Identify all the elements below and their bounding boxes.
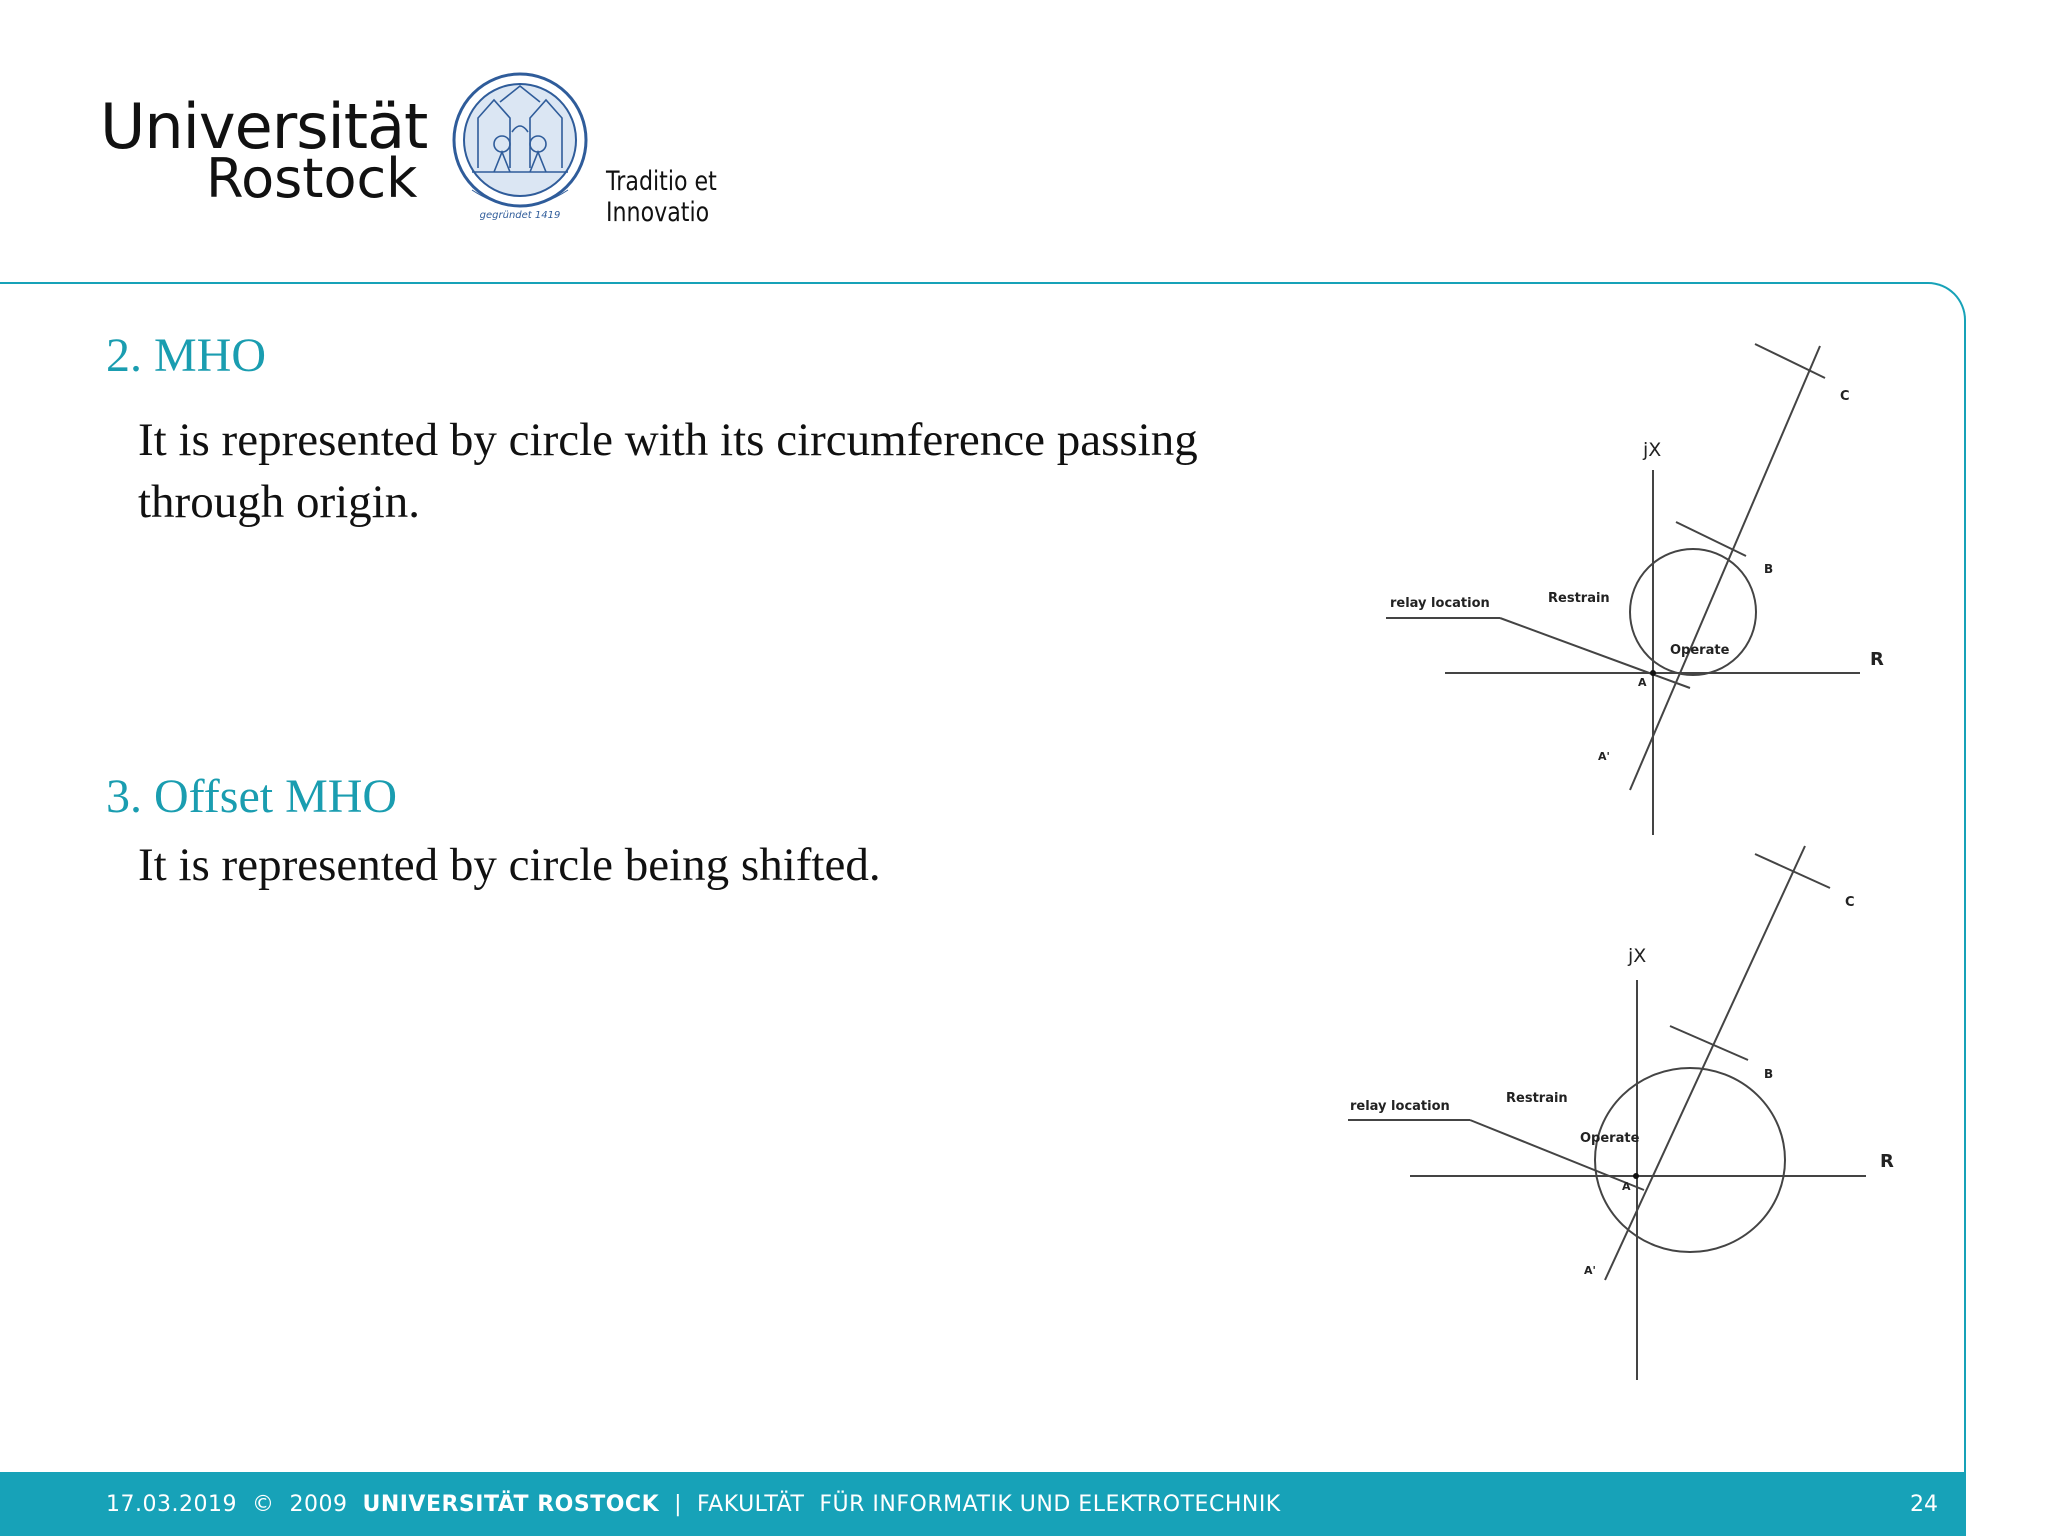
jx-label: jX	[1643, 439, 1662, 461]
section-text-mho-line1: It is represented by circle with its circumference passing	[138, 414, 1198, 466]
footer-date: 17.03.2019	[106, 1492, 237, 1517]
mho-diagram	[1380, 330, 1900, 850]
section-heading-mho: 2. MHO	[106, 329, 267, 382]
c-label: C	[1840, 389, 1850, 404]
impedance-line	[1605, 846, 1805, 1280]
a-label: A	[1638, 676, 1647, 689]
impedance-line	[1630, 346, 1820, 790]
a-prime-label: A'	[1598, 750, 1610, 763]
a-label: A	[1622, 1180, 1631, 1193]
footer-text	[106, 1492, 1281, 1517]
footer-copyright: © 2009	[251, 1492, 348, 1517]
footer-university: UNIVERSITÄT ROSTOCK	[362, 1492, 660, 1517]
r-label: R	[1870, 649, 1884, 670]
r-label: R	[1880, 1151, 1894, 1172]
tick-c	[1755, 854, 1830, 888]
logo-word-rostock: Rostock	[206, 147, 418, 210]
restrain-label: Restrain	[1506, 1091, 1568, 1106]
b-label: B	[1764, 1067, 1774, 1081]
section-text-mho-line2: through origin.	[138, 476, 420, 528]
page-number: 24	[1910, 1492, 1938, 1517]
section-heading-offset-mho: 3. Offset MHO	[106, 770, 398, 823]
relay-location-leader	[1500, 618, 1690, 688]
b-label: B	[1764, 562, 1774, 576]
restrain-label: Restrain	[1548, 591, 1610, 606]
section-text-offset-mho: It is represented by circle being shifted.	[138, 839, 881, 891]
seal-caption: gegründet 1419	[479, 210, 561, 221]
university-logo	[100, 70, 860, 230]
footer-separator: |	[674, 1492, 683, 1517]
a-prime-label: A'	[1584, 1264, 1596, 1277]
c-label: C	[1845, 895, 1855, 910]
operate-label: Operate	[1580, 1131, 1640, 1146]
university-seal-icon	[450, 72, 590, 222]
operate-label: Operate	[1670, 643, 1730, 658]
footer-faculty: FAKULTÄT FÜR INFORMATIK UND ELEKTROTECHNIK	[697, 1492, 1281, 1517]
relay-location-label: relay location	[1350, 1099, 1450, 1114]
footer-bar	[0, 1472, 1966, 1536]
jx-label: jX	[1628, 945, 1647, 967]
logo-motto: Traditio et Innovatio	[606, 166, 717, 228]
relay-location-label: relay location	[1390, 596, 1490, 611]
offset-mho-diagram	[1340, 840, 1910, 1400]
logo-word-universitaet: Universität	[100, 90, 428, 163]
